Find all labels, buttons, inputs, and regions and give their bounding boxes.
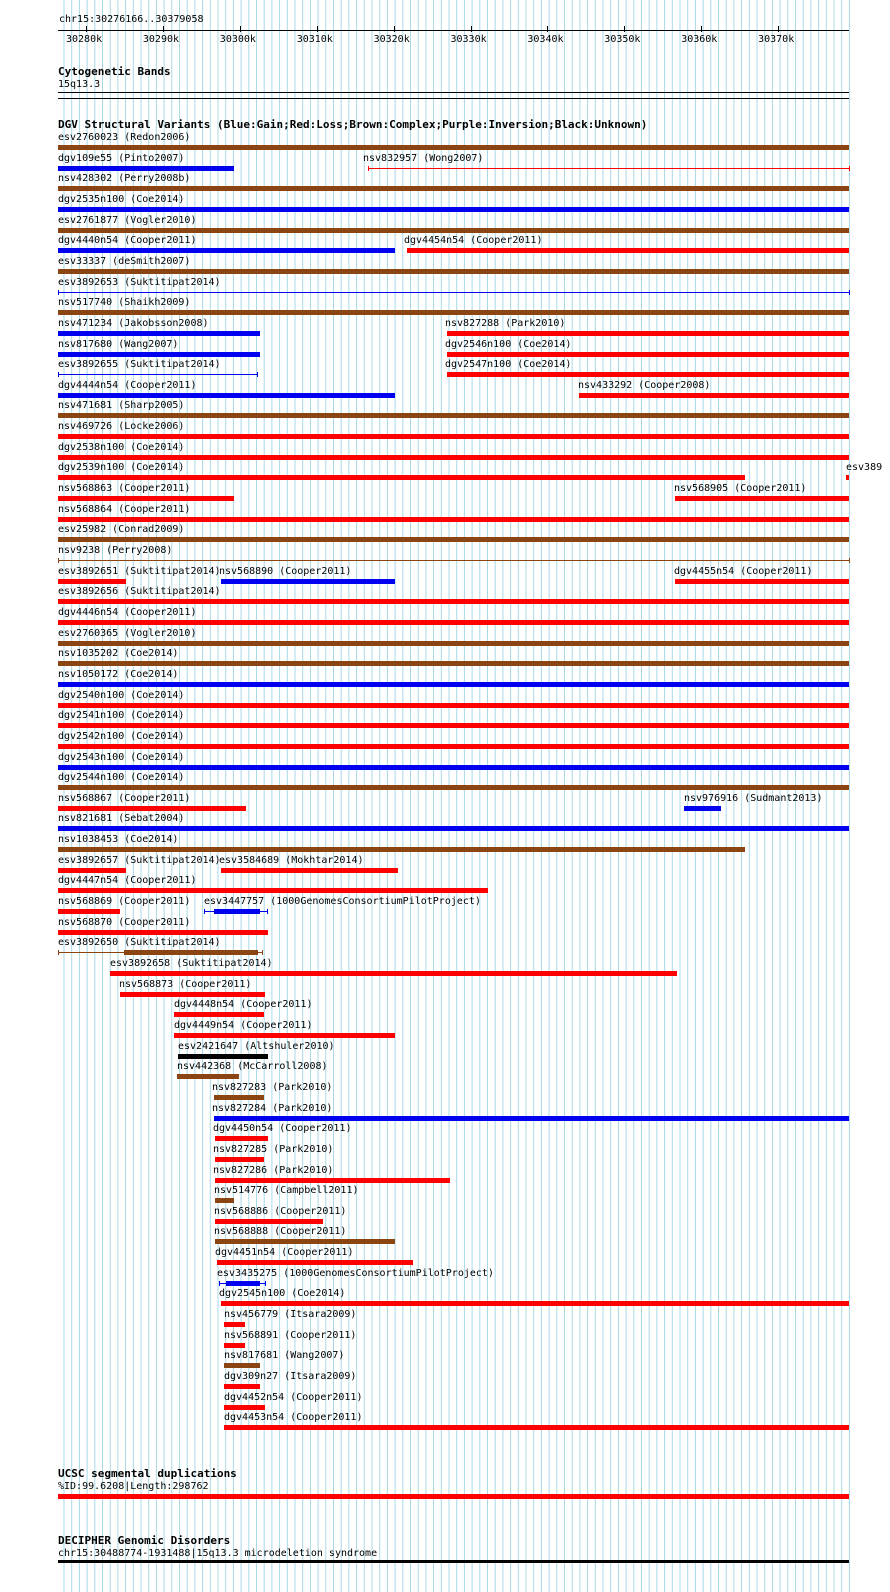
dgv-feature-bar[interactable] [215, 1198, 234, 1203]
ruler-tick-label: 30280k [66, 34, 103, 45]
dgv-feature-label[interactable]: esv2761877 (Vogler2010) [58, 214, 197, 226]
dgv-feature-label[interactable]: esv3892656 (Suktitipat2014) [58, 586, 221, 598]
dgv-feature-bar[interactable] [215, 1178, 451, 1183]
ruler-tick [471, 26, 472, 32]
dgv-feature-label[interactable]: dgv2544n100 (Coe2014) [58, 772, 185, 784]
dgv-feature-bar[interactable] [221, 868, 398, 873]
dgv-feature-label[interactable]: dgv2546n100 (Coe2014) [445, 338, 572, 350]
dgv-feature-endcap [262, 950, 263, 955]
dgv-feature-line[interactable] [58, 292, 849, 293]
dgv-feature-core[interactable] [214, 909, 261, 914]
dgv-feature-label[interactable]: nsv471681 (Sharp2005) [58, 400, 185, 412]
dgv-feature-bar[interactable] [58, 145, 849, 150]
dgv-feature-label[interactable]: nsv456779 (Itsara2009) [224, 1309, 357, 1321]
dgv-feature-label[interactable]: nsv568891 (Cooper2011) [224, 1329, 357, 1341]
dgv-feature-label[interactable]: esv33337 (deSmith2007) [58, 255, 191, 267]
dgv-feature-label[interactable]: dgv4454n54 (Cooper2011) [404, 235, 543, 247]
dgv-feature-bar[interactable] [58, 909, 120, 914]
ruler-tick-label: 30310k [296, 34, 333, 45]
dgv-feature-bar[interactable] [224, 1343, 245, 1348]
dgv-feature-label[interactable]: esv2760365 (Vogler2010) [58, 627, 197, 639]
dgv-feature-bar[interactable] [58, 930, 268, 935]
dgv-feature-endcap [219, 1281, 220, 1286]
dgv-feature-label[interactable]: esv3447757 (1000GenomesConsortiumPilotProject) [204, 896, 481, 908]
dgv-feature-bar[interactable] [224, 1425, 849, 1430]
dgv-feature-label[interactable]: nsv817680 (Wang2007) [58, 338, 179, 350]
segdup-bar[interactable] [58, 1494, 849, 1499]
dgv-feature-label[interactable]: dgv2538n100 (Coe2014) [58, 441, 185, 453]
dgv-feature-label[interactable]: esv3892650 (Suktitipat2014) [58, 937, 221, 949]
dgv-feature-bar[interactable] [58, 248, 395, 253]
dgv-feature-label[interactable]: dgv4450n54 (Cooper2011) [213, 1123, 352, 1135]
dgv-feature-label[interactable]: nsv517740 (Shaikh2009) [58, 297, 191, 309]
dgv-feature-label[interactable]: nsv1050172 (Coe2014) [58, 668, 179, 680]
dgv-feature-label[interactable]: esv3892658 (Suktitipat2014) [110, 958, 273, 969]
dgv-feature-bar[interactable] [58, 579, 126, 584]
dgv-feature-bar[interactable] [58, 599, 849, 604]
dgv-feature-endcap [58, 950, 59, 955]
dgv-feature-endcap [58, 372, 59, 377]
dgv-feature-bar[interactable] [58, 641, 849, 646]
dgv-feature-label[interactable]: nsv827285 (Park2010) [213, 1143, 334, 1155]
dgv-feature-bar[interactable] [58, 434, 849, 439]
dgv-feature-label[interactable]: dgv4452n54 (Cooper2011) [224, 1391, 363, 1403]
dgv-feature-label[interactable]: nsv568873 (Cooper2011) [119, 978, 252, 990]
dgv-feature-label[interactable]: dgv4451n54 (Cooper2011) [215, 1247, 354, 1259]
dgv-feature-bar[interactable] [58, 228, 849, 233]
dgv-feature-bar[interactable] [58, 207, 849, 212]
dgv-feature-bar[interactable] [447, 352, 849, 357]
dgv-feature-bar[interactable] [58, 806, 246, 811]
dgv-feature-bar[interactable] [224, 1405, 265, 1410]
dgv-feature-bar[interactable] [58, 496, 234, 501]
dgv-feature-bar[interactable] [58, 517, 849, 522]
dgv-feature-label[interactable]: nsv568905 (Cooper2011) [674, 483, 807, 495]
dgv-feature-label[interactable]: dgv2541n100 (Coe2014) [58, 710, 185, 722]
dgv-feature-bar[interactable] [174, 1033, 395, 1038]
dgv-feature-bar[interactable] [58, 186, 849, 191]
ruler-location: chr15:30276166..30379058 [59, 14, 204, 25]
dgv-feature-endcap [849, 290, 850, 295]
ruler-tick [624, 26, 625, 32]
dgv-feature-bar[interactable] [58, 744, 849, 749]
dgv-feature-bar[interactable] [120, 992, 266, 997]
dgv-feature-bar[interactable] [214, 1116, 849, 1121]
cytobands-track-title: Cytogenetic Bands [58, 65, 171, 78]
dgv-feature-endcap [849, 558, 850, 563]
dgv-feature-bar[interactable] [58, 269, 849, 274]
dgv-feature-bar[interactable] [58, 888, 488, 893]
dgv-feature-label[interactable]: nsv976916 (Sudmant2013) [684, 792, 823, 804]
segdups-track-title: UCSC segmental duplications [58, 1467, 237, 1480]
dgv-feature-bar[interactable] [846, 475, 849, 480]
dgv-feature-line[interactable] [58, 374, 257, 375]
dgv-feature-bar[interactable] [215, 1239, 395, 1244]
dgv-feature-label[interactable]: esv3892653 (Suktitipat2014) [58, 276, 221, 288]
dgv-feature-bar[interactable] [215, 1219, 323, 1224]
dgv-feature-label[interactable]: dgv2547n100 (Coe2014) [445, 359, 572, 371]
ruler-tick-label: 30330k [450, 34, 487, 45]
dgv-feature-core[interactable] [226, 1281, 261, 1286]
dgv-feature-bar[interactable] [214, 1095, 264, 1100]
dgv-feature-bar[interactable] [224, 1363, 260, 1368]
dgv-feature-label[interactable]: nsv817681 (Wang2007) [224, 1350, 345, 1362]
ruler-tick-label: 30350k [604, 34, 641, 45]
dgv-feature-label[interactable]: nsv832957 (Wong2007) [363, 152, 484, 164]
dgv-feature-label[interactable]: nsv821681 (Sebat2004) [58, 813, 185, 825]
ruler-tick-label: 30340k [527, 34, 564, 45]
dgv-feature-bar[interactable] [407, 248, 849, 253]
dgv-feature-label[interactable]: dgv4444n54 (Cooper2011) [58, 379, 197, 391]
decipher-bar[interactable] [58, 1560, 849, 1563]
dgv-feature-label[interactable]: dgv4448n54 (Cooper2011) [174, 999, 313, 1011]
dgv-feature-bar[interactable] [215, 1136, 269, 1141]
dgv-feature-label[interactable]: nsv568888 (Cooper2011) [214, 1226, 347, 1238]
ruler-tick-label: 30290k [142, 34, 180, 45]
dgv-feature-label[interactable]: nsv1038453 (Coe2014) [58, 834, 179, 846]
dgv-feature-label[interactable]: nsv568864 (Cooper2011) [58, 503, 191, 515]
cytoband-line[interactable] [58, 92, 849, 93]
dgv-feature-label[interactable]: dgv4447n54 (Cooper2011) [58, 875, 197, 887]
ruler-tick-label: 30370k [758, 34, 795, 45]
dgv-feature-label[interactable]: nsv827288 (Park2010) [445, 317, 566, 329]
ruler-tick-label: 30300k [219, 34, 256, 45]
cytoband-label[interactable]: 15q13.3 [58, 79, 101, 90]
ruler-tick [394, 26, 395, 32]
dgv-feature-bar[interactable] [58, 475, 745, 480]
dgv-feature-label[interactable]: esv2421647 (Altshuler2010) [178, 1040, 335, 1052]
dgv-feature-bar[interactable] [58, 723, 849, 728]
dgv-feature-label[interactable]: nsv827284 (Park2010) [212, 1102, 333, 1114]
dgv-feature-label[interactable]: esv3435275 (1000GenomesConsortiumPilotProject) [217, 1267, 494, 1279]
dgv-feature-endcap [849, 166, 850, 171]
dgv-feature-endcap [58, 558, 59, 563]
dgv-feature-bar[interactable] [174, 1012, 263, 1017]
dgv-feature-label[interactable]: dgv2535n100 (Coe2014) [58, 193, 185, 205]
dgv-feature-bar[interactable] [215, 1157, 264, 1162]
dgv-feature-label[interactable]: nsv514776 (Campbell2011) [214, 1185, 359, 1197]
dgv-feature-bar[interactable] [58, 826, 849, 831]
dgv-feature-label[interactable]: nsv568869 (Cooper2011) [58, 896, 191, 908]
dgv-feature-line[interactable] [368, 168, 849, 169]
segdup-label[interactable]: %ID:99.6208|Length:298762 [58, 1481, 209, 1492]
dgv-feature-bar[interactable] [221, 579, 395, 584]
dgv-feature-bar[interactable] [224, 1322, 245, 1327]
dgv-feature-label[interactable]: nsv827286 (Park2010) [213, 1164, 334, 1176]
dgv-feature-label[interactable]: dgv109e55 (Pinto2007) [58, 152, 185, 164]
dgv-feature-label[interactable]: nsv471234 (Jakobsson2008) [58, 317, 209, 329]
dgv-feature-label[interactable]: esv2760023 (Redon2006) [58, 132, 191, 143]
dgv-feature-endcap [58, 290, 59, 295]
ruler-tick [778, 26, 779, 32]
dgv-feature-label[interactable]: nsv568886 (Cooper2011) [214, 1205, 347, 1217]
dgv-feature-label[interactable]: nsv827283 (Park2010) [212, 1081, 333, 1093]
dgv-feature-endcap [267, 909, 268, 914]
dgv-feature-bar[interactable] [58, 413, 849, 418]
dgv-feature-bar[interactable] [58, 785, 849, 790]
dgv-feature-bar[interactable] [58, 661, 849, 666]
dgv-feature-label[interactable]: dgv4446n54 (Cooper2011) [58, 606, 197, 618]
dgv-feature-label[interactable]: dgv2543n100 (Coe2014) [58, 751, 185, 763]
dgv-feature-label[interactable]: dgv2540n100 (Coe2014) [58, 689, 185, 701]
ruler-tick [86, 26, 87, 32]
dgv-feature-bar[interactable] [58, 166, 234, 171]
ruler-tick [240, 26, 241, 32]
dgv-feature-label[interactable]: dgv309n27 (Itsara2009) [224, 1371, 357, 1382]
dgv-feature-label[interactable]: nsv568867 (Cooper2011) [58, 792, 191, 804]
dgv-feature-label[interactable]: nsv9238 (Perry2008) [58, 545, 173, 556]
dgv-feature-bar[interactable] [110, 971, 676, 976]
dgv-feature-label[interactable]: nsv568863 (Cooper2011) [58, 483, 191, 495]
dgv-feature-bar[interactable] [177, 1074, 239, 1079]
decipher-label[interactable]: chr15:30488774-1931488|15q13.3 microdeletion syndrome [58, 1548, 378, 1559]
dgv-feature-label[interactable]: dgv4449n54 (Cooper2011) [174, 1019, 313, 1031]
dgv-feature-bar[interactable] [58, 703, 849, 708]
dgv-feature-label[interactable]: esv389 [846, 462, 883, 474]
dgv-feature-bar[interactable] [58, 455, 849, 460]
dgv-feature-bar[interactable] [217, 1260, 413, 1265]
dgv-track-title: DGV Structural Variants (Blue:Gain;Red:Loss;Brown:Complex;Purple:Inversion;Black:Unknown) [58, 118, 648, 131]
dgv-feature-bar[interactable] [58, 310, 849, 315]
dgv-feature-bar[interactable] [221, 1301, 849, 1306]
dgv-feature-label[interactable]: dgv4440n54 (Cooper2011) [58, 235, 197, 247]
dgv-feature-label[interactable]: dgv2539n100 (Coe2014) [58, 462, 185, 474]
dgv-feature-core[interactable] [124, 950, 258, 955]
dgv-feature-label[interactable]: esv3892651 (Suktitipat2014) [58, 565, 221, 577]
dgv-feature-endcap [257, 372, 258, 377]
dgv-feature-bar[interactable] [684, 806, 720, 811]
dgv-feature-label[interactable]: dgv4453n54 (Cooper2011) [224, 1412, 363, 1424]
track-divider [58, 98, 849, 99]
dgv-feature-label[interactable]: dgv2545n100 (Coe2014) [219, 1288, 346, 1300]
ruler-tick [701, 26, 702, 32]
dgv-feature-bar[interactable] [675, 496, 849, 501]
dgv-feature-bar[interactable] [58, 393, 395, 398]
dgv-feature-bar[interactable] [58, 682, 849, 687]
ruler-tick [163, 26, 164, 32]
ruler-tick [317, 26, 318, 32]
ruler-tick-label: 30320k [373, 34, 410, 45]
dgv-feature-bar[interactable] [447, 331, 849, 336]
dgv-feature-label[interactable]: nsv1035202 (Coe2014) [58, 648, 179, 660]
dgv-feature-bar[interactable] [447, 372, 849, 377]
dgv-feature-bar[interactable] [58, 331, 260, 336]
dgv-feature-label[interactable]: nsv442368 (McCarroll2008) [177, 1061, 328, 1073]
dgv-feature-bar[interactable] [58, 765, 849, 770]
dgv-feature-label[interactable]: nsv568870 (Cooper2011) [58, 916, 191, 928]
dgv-feature-bar[interactable] [58, 868, 126, 873]
decipher-track-title: DECIPHER Genomic Disorders [58, 1534, 231, 1547]
dgv-feature-bar[interactable] [58, 352, 260, 357]
ruler-tick-label: 30360k [681, 34, 718, 45]
dgv-feature-endcap [265, 1281, 266, 1286]
ruler-axis [58, 30, 849, 31]
dgv-feature-label[interactable]: esv3892655 (Suktitipat2014) [58, 359, 221, 371]
dgv-feature-label[interactable]: nsv428302 (Perry2008b) [58, 173, 191, 185]
dgv-feature-bar[interactable] [579, 393, 849, 398]
dgv-feature-bar[interactable] [224, 1384, 260, 1389]
dgv-feature-bar[interactable] [675, 579, 849, 584]
dgv-feature-endcap [368, 166, 369, 171]
dgv-feature-bar[interactable] [58, 620, 849, 625]
dgv-feature-label[interactable]: nsv469726 (Locke2006) [58, 421, 185, 433]
dgv-feature-label[interactable]: nsv568890 (Cooper2011) [219, 565, 352, 577]
dgv-feature-bar[interactable] [58, 537, 849, 542]
dgv-feature-label[interactable]: dgv4455n54 (Cooper2011) [674, 565, 813, 577]
dgv-feature-line[interactable] [58, 560, 849, 561]
dgv-feature-label[interactable]: esv3584689 (Mokhtar2014) [219, 854, 364, 866]
dgv-feature-label[interactable]: esv25982 (Conrad2009) [58, 524, 185, 536]
ruler-tick [547, 26, 548, 32]
dgv-feature-bar[interactable] [58, 847, 745, 852]
dgv-feature-label[interactable]: nsv433292 (Cooper2008) [578, 379, 711, 391]
dgv-feature-endcap [204, 909, 205, 914]
dgv-feature-label[interactable]: esv3892657 (Suktitipat2014) [58, 854, 221, 866]
dgv-feature-bar[interactable] [178, 1054, 268, 1059]
dgv-feature-label[interactable]: dgv2542n100 (Coe2014) [58, 730, 185, 742]
